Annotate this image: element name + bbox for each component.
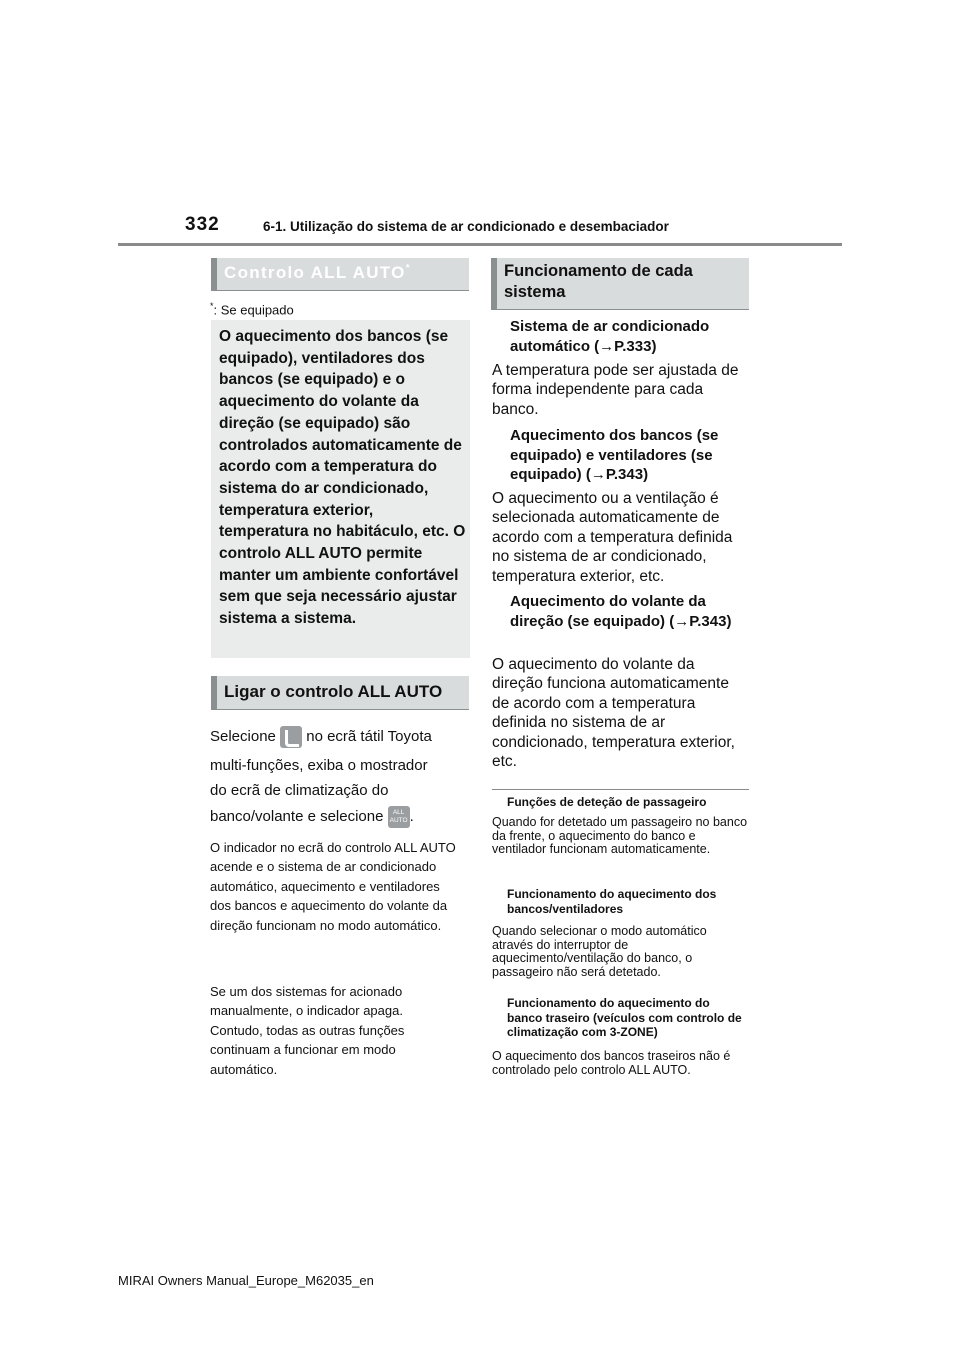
step-text-selecione: Selecione [210,727,276,745]
section-title: 6-1. Utilização do sistema de ar condicionado e desembaciador [263,219,669,234]
para-volante: O aquecimento do volante da direção funciona automaticamente de acordo com a temperatura definida no sistema de ar condicionado, temperatura exterior, etc. [492,656,735,771]
heading-asterisk: * [405,263,411,274]
subheading-ar-condicionado: Sistema de ar condicionado automático (→P.333) [510,318,710,355]
step-text-ecra: no ecrã tátil Toyota [306,727,432,745]
heading-accent-bar [211,258,217,290]
note-indicator: O indicador no ecrã do controlo ALL AUTO acende e o sistema de ar condicionado automático, aquecimento e ventiladores dos bancos e aquecimento do volante da direção funcionam no modo automático. [210,840,456,933]
all-auto-icon: ALL AUTO [388,806,410,828]
footnote-mark: * [210,301,214,311]
subheading-aquecimento-bancos: Aquecimento dos bancos (se equipado) e ventiladores (se equipado) (→P.343) [510,427,719,483]
small-para-banco-traseiro: O aquecimento dos bancos traseiros não é controlado pelo controlo ALL AUTO. [492,1049,731,1077]
para-temperatura: A temperatura pode ser ajustada de forma independente para cada banco. [492,362,739,418]
heading-controlo-text: Controlo ALL AUTO [224,263,406,282]
footer-text: MIRAI Owners Manual_Europe_M62035_en [118,1273,374,1288]
para-aquecimento-ventilacao: O aquecimento ou a ventilação é selecionada automaticamente de acordo com a temperatura definida no sistema de ar condicionado, temperatura exterior, etc. [492,490,733,585]
step-text-banco: banco/volante e selecione [210,807,384,825]
note-manual: Se um dos sistemas for acionado manualmente, o indicador apaga. Contudo, todas as outras funções continuam a funcionar em modo automático. [210,984,405,1077]
step-text-period: . [409,807,414,825]
heading-controlo-all-auto [211,258,469,291]
small-heading-ventiladores: Funcionamento do aquecimento dos bancos/ventiladores [507,887,717,916]
page-number: 332 [185,214,220,235]
small-para-ventiladores: Quando selecionar o modo automático através do interruptor de aquecimento/ventilação do banco, o passageiro não será detetado. [492,924,707,979]
heading-funcionamento [491,258,749,310]
intro-text: O aquecimento dos bancos (se equipado), ventiladores dos bancos (se equipado) e o aquecimento do volante da direção (se equipado) são controlados automaticamente de acordo com a temperatura do sistema do ar condicionado, temperatura exterior, temperatura no habitáculo, etc. O controlo ALL AUTO permite manter um ambiente confortável sem que seja necessário ajustar sistema a sistema. [219,328,466,628]
seat-climate-icon [280,726,302,748]
small-heading-detecao: Funções de deteção de passageiro [507,795,707,809]
footnote [210,301,294,317]
small-para-detecao: Quando for detetado um passageiro no banco da frente, o aquecimento do banco e ventilador funcionam automaticamente. [492,815,748,856]
right-divider [492,789,749,790]
small-heading-banco-traseiro: Funcionamento do aquecimento do banco traseiro (veículos com controlo de climatização com 3-ZONE) [507,996,742,1039]
heading-ligar-text: Ligar o controlo ALL AUTO [224,682,443,701]
header-divider [118,243,842,246]
intro-box [211,320,470,658]
step-line-3: do ecrã de climatização do [210,782,389,799]
footnote-text: : Se equipado [213,302,294,318]
step-line-1 [210,726,432,748]
heading-accent-bar [491,258,497,309]
heading-ligar-controlo [211,676,469,710]
heading-func-text: Funcionamento de cada sistema [504,262,693,301]
heading-accent-bar [211,676,217,709]
step-line-2: multi-funções, exiba o mostrador [210,757,428,774]
subheading-volante: Aquecimento do volante da direção (se equipado) (→P.343) [510,593,732,630]
step-line-4 [210,806,414,828]
